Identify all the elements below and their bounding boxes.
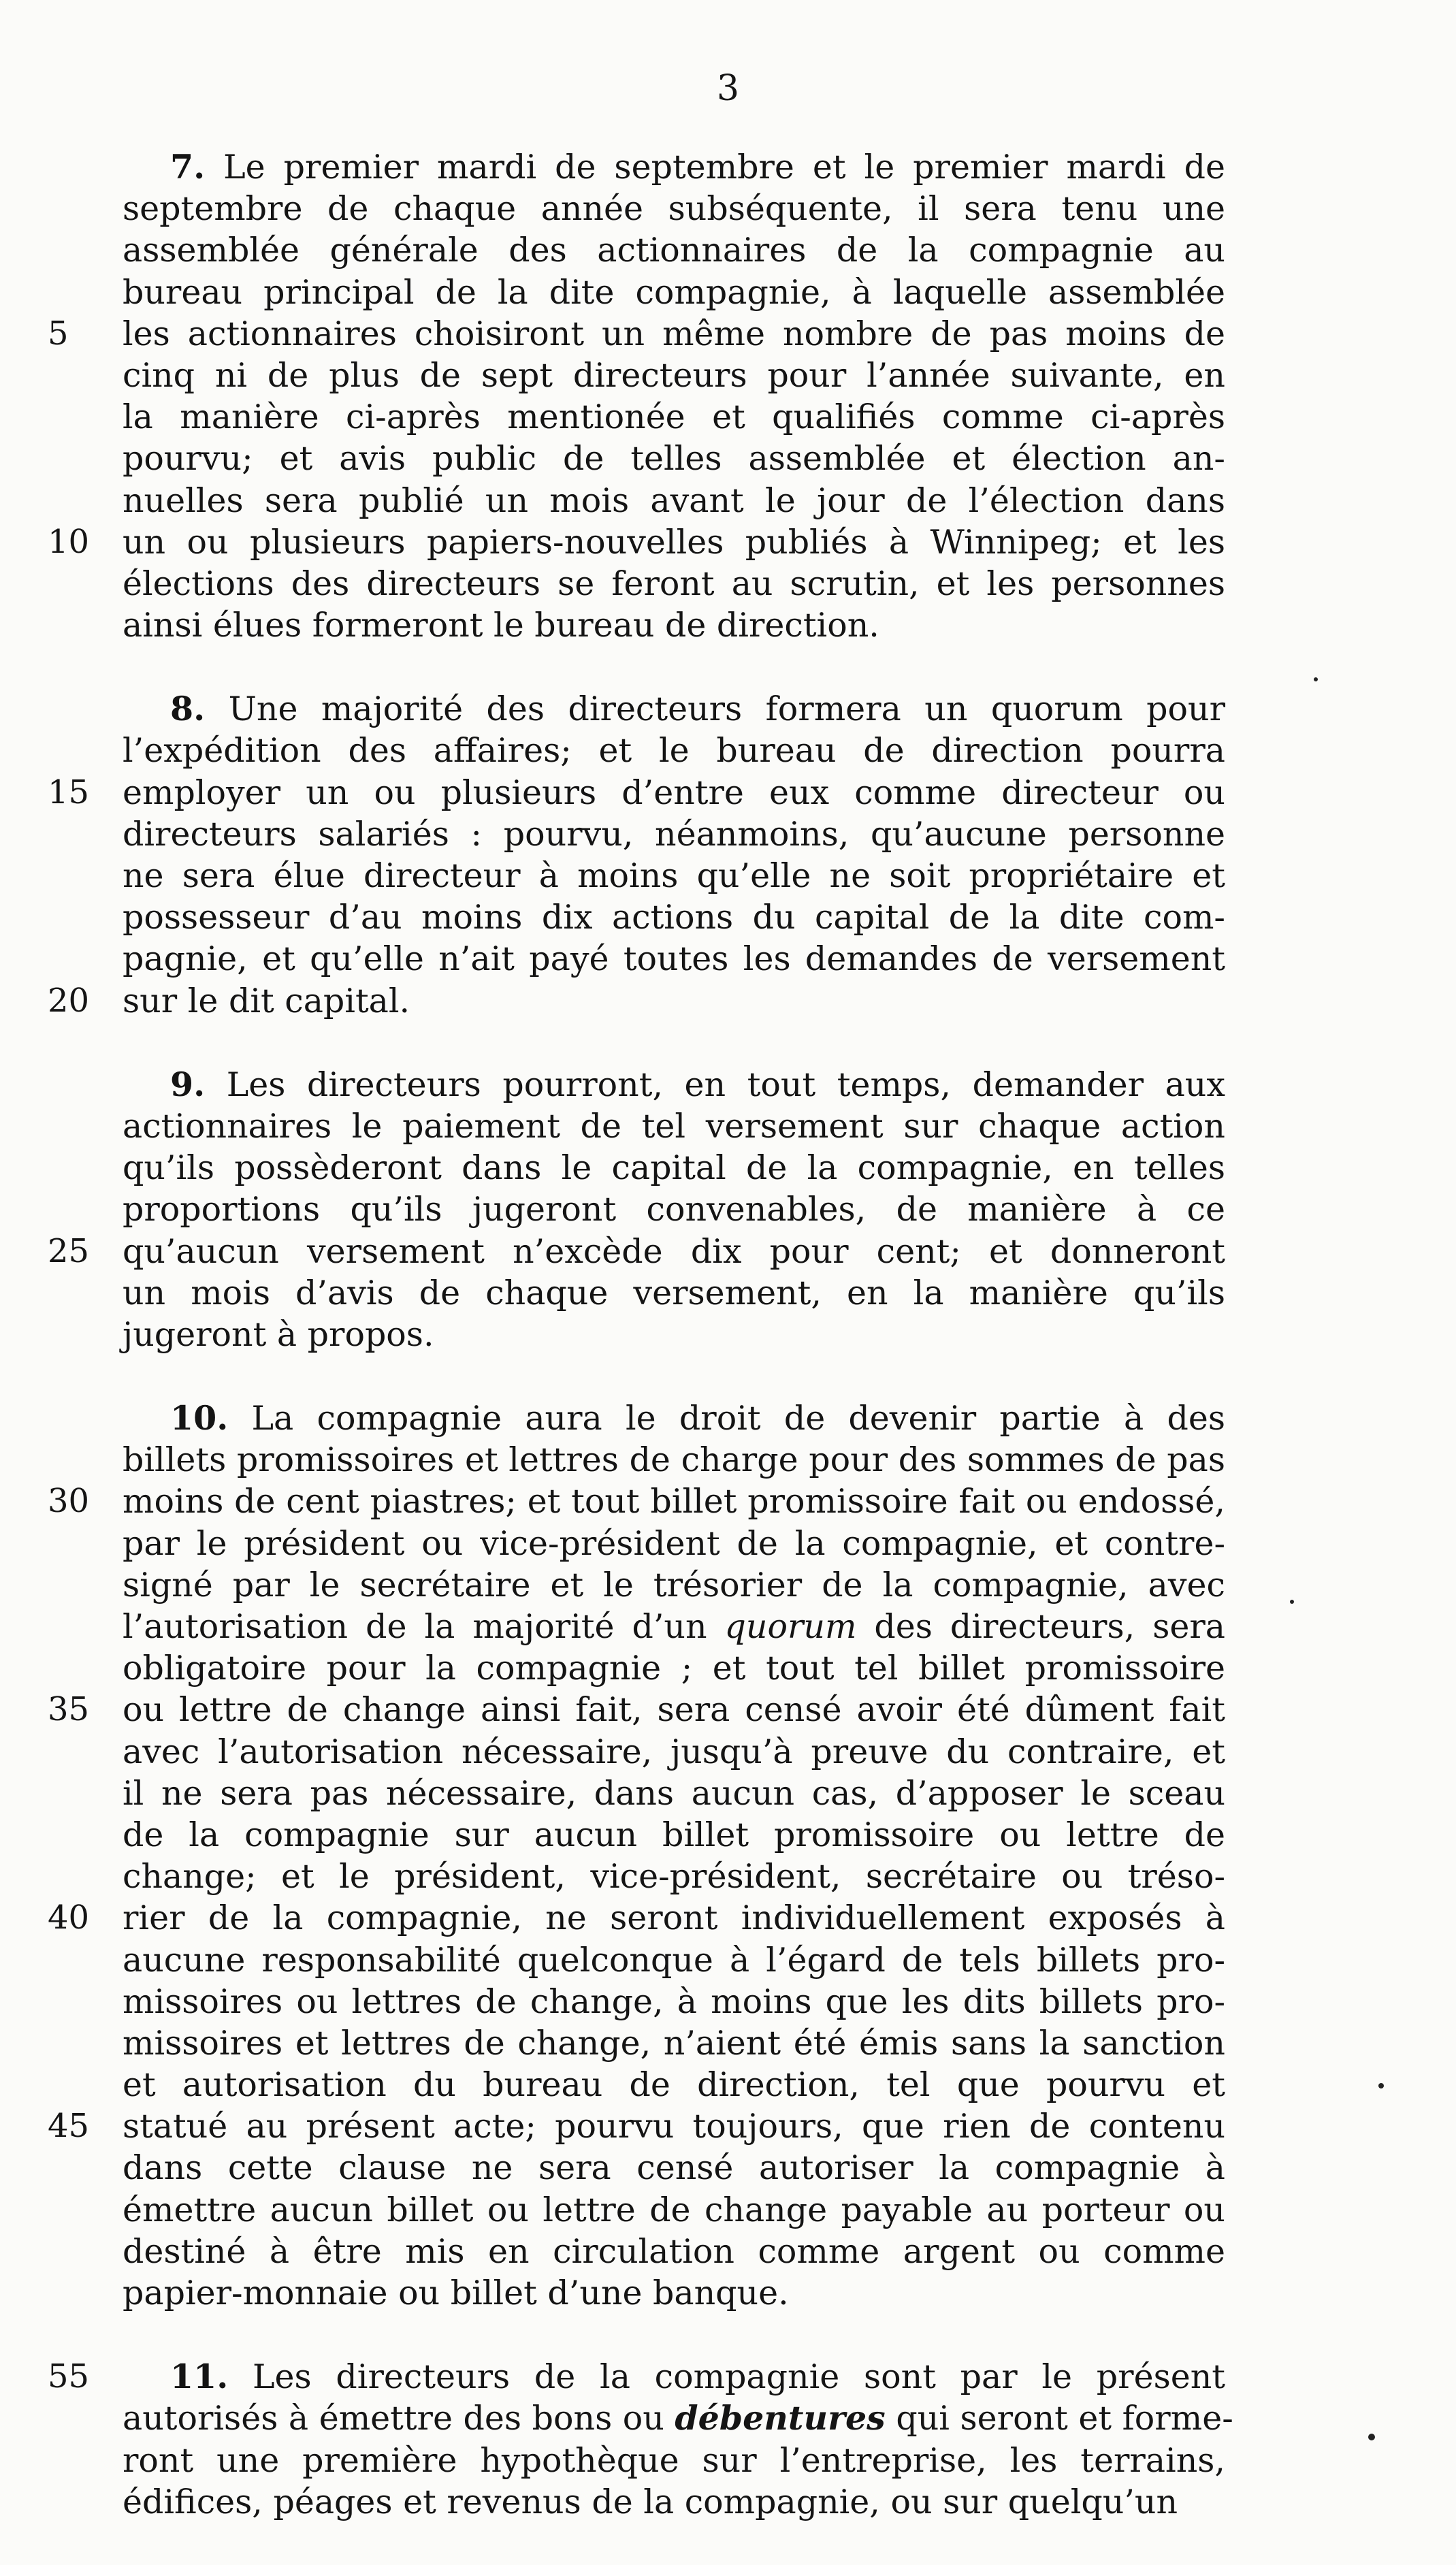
line-text: élections des directeurs se feront au scrutin, et les personnes bbox=[123, 564, 1225, 603]
line-text: nuelles sera publié un mois avant le jour de l’élection dans bbox=[123, 481, 1225, 520]
line-text: l’autorisation de la majorité d’un bbox=[123, 1607, 725, 1646]
text-line bbox=[123, 2064, 1225, 2106]
line-text: avec l’autorisation nécessaire, jusqu’à preuve du contraire, et bbox=[123, 1732, 1225, 1771]
line-text: ront une première hypothèque sur l’entreprise, les terrains, bbox=[123, 2440, 1225, 2480]
line-text: un ou plusieurs papiers-nouvelles publiés à Winnipeg; et les bbox=[123, 522, 1225, 562]
line-text: ne sera élue directeur à moins qu’elle ne soit propriétaire et bbox=[123, 856, 1225, 895]
line-text: par le président ou vice-président de la compagnie, et contre- bbox=[123, 1523, 1225, 1563]
text-line bbox=[48, 772, 1225, 813]
line-text: qui seront et forme- bbox=[885, 2399, 1233, 2438]
section-s7 bbox=[48, 146, 1225, 646]
line-text: La compagnie aura le droit de devenir partie à des bbox=[228, 1399, 1225, 1438]
line-text: et autorisation du bureau de direction, tel que pourvu et bbox=[123, 2065, 1225, 2105]
text-line bbox=[123, 1439, 1225, 1481]
text-line bbox=[48, 313, 1225, 355]
text-line bbox=[48, 2106, 1225, 2147]
text-line bbox=[48, 1231, 1225, 1272]
text-line bbox=[123, 1106, 1225, 1147]
text-line bbox=[123, 1523, 1225, 1564]
margin-line-number: 5 bbox=[48, 314, 69, 353]
text-line bbox=[123, 1981, 1225, 2022]
line-text: missoires et lettres de change, n’aient été émis sans la sanction bbox=[123, 2023, 1225, 2063]
line-text: missoires ou lettres de change, à moins que les dits billets pro- bbox=[123, 1982, 1225, 2021]
line-text: jugeront à propos. bbox=[123, 1314, 434, 1354]
line-text: Les directeurs pourront, en tout temps, demander aux bbox=[205, 1065, 1225, 1104]
text-line bbox=[123, 1147, 1225, 1189]
margin-line-number: 15 bbox=[48, 773, 90, 811]
text-line bbox=[123, 1272, 1225, 1314]
line-text: l’expédition des affaires; et le bureau de direction pourra bbox=[123, 731, 1225, 771]
section-number: 7. bbox=[170, 147, 206, 187]
text-line bbox=[123, 1939, 1225, 1981]
margin-line-number: 25 bbox=[48, 1231, 90, 1270]
section-s10 bbox=[48, 1398, 1225, 2314]
margin-line-number: 35 bbox=[48, 1690, 90, 1729]
line-text: la manière ci-après mentionée et qualifiés comme ci-après bbox=[123, 398, 1225, 437]
text-line bbox=[123, 1606, 1225, 1647]
text-line bbox=[123, 1398, 1225, 1439]
line-text: papier-monnaie ou billet d’une banque. bbox=[123, 2274, 789, 2312]
line-text: employer un ou plusieurs d’entre eux comme directeur ou bbox=[123, 773, 1225, 812]
line-text: directeurs salariés : pourvu, néanmoins, qu’aucune personne bbox=[123, 814, 1225, 854]
line-text: proportions qu’ils jugeront convenables, de manière à ce bbox=[123, 1190, 1225, 1229]
line-text: signé par le secrétaire et le trésorier de la compagnie, avec bbox=[123, 1565, 1225, 1604]
scan-speck bbox=[1368, 2434, 1375, 2440]
text-line bbox=[123, 563, 1225, 604]
line-text: dans cette clause ne sera censé autoriser la compagnie à bbox=[123, 2148, 1225, 2188]
text-line bbox=[48, 2356, 1225, 2398]
line-text: billets promissoires et lettres de charge pour des sommes de pas bbox=[123, 1440, 1225, 1480]
text-line bbox=[123, 1731, 1225, 1773]
line-text: sur le dit capital. bbox=[123, 981, 410, 1020]
text-line bbox=[123, 2231, 1225, 2272]
line-text: ou lettre de change ainsi fait, sera censé avoir été dûment fait bbox=[123, 1690, 1225, 1730]
margin-line-number: 30 bbox=[48, 1482, 90, 1521]
text-line bbox=[123, 1064, 1225, 1106]
text-line bbox=[123, 2147, 1225, 2189]
text-line bbox=[123, 2481, 1225, 2523]
italic-term: quorum bbox=[724, 1607, 857, 1646]
section-number: 9. bbox=[170, 1064, 206, 1104]
margin-line-number: 40 bbox=[48, 1899, 90, 1937]
text-line bbox=[123, 2272, 1225, 2314]
scan-speck bbox=[1290, 1600, 1294, 1604]
line-text: pagnie, et qu’elle n’ait payé toutes les demandes de versement bbox=[123, 939, 1225, 979]
line-text: Les directeurs de la compagnie sont par le présent bbox=[228, 2357, 1225, 2397]
line-text: un mois d’avis de chaque versement, en la manière qu’ils bbox=[123, 1273, 1225, 1312]
text-line bbox=[123, 938, 1225, 980]
section-number: 11. bbox=[170, 2357, 229, 2397]
line-text: change; et le président, vice-président, secrétaire ou tréso- bbox=[123, 1857, 1225, 1897]
italic-term: débentures bbox=[675, 2398, 886, 2438]
line-text: cinq ni de plus de sept directeurs pour l’année suivante, en bbox=[123, 355, 1225, 395]
line-text: édifices, péages et revenus de la compagnie, ou sur quelqu’un bbox=[123, 2482, 1178, 2521]
line-text: pourvu; et avis public de telles assemblée et élection an- bbox=[123, 439, 1225, 479]
text-line bbox=[123, 897, 1225, 938]
line-text: actionnaires le paiement de tel versement sur chaque action bbox=[123, 1106, 1225, 1146]
section-s11 bbox=[48, 2356, 1233, 2523]
line-text: les actionnaires choisiront un même nombre de pas moins de bbox=[123, 314, 1225, 353]
text-line bbox=[123, 2189, 1225, 2231]
text-line bbox=[48, 1689, 1225, 1730]
text-line bbox=[123, 855, 1225, 897]
text-line bbox=[123, 1564, 1225, 1606]
section-s8 bbox=[48, 688, 1225, 1022]
text-line bbox=[48, 980, 1225, 1022]
text-line bbox=[123, 1773, 1225, 1814]
line-text: obligatoire pour la compagnie ; et tout tel billet promissoire bbox=[123, 1649, 1225, 1688]
section-number: 10. bbox=[170, 1398, 229, 1438]
line-text: émettre aucun billet ou lettre de change payable au porteur ou bbox=[123, 2190, 1225, 2229]
text-line bbox=[123, 355, 1225, 396]
text-line bbox=[123, 146, 1225, 188]
text-line bbox=[123, 229, 1225, 271]
text-line bbox=[123, 188, 1225, 229]
line-text: de la compagnie sur aucun billet promissoire ou lettre de bbox=[123, 1815, 1225, 1854]
text-line bbox=[123, 2022, 1225, 2064]
text-line bbox=[48, 521, 1225, 563]
section-s9 bbox=[48, 1064, 1225, 1355]
line-text: Une majorité des directeurs formera un quorum pour bbox=[205, 690, 1225, 729]
line-text: destiné à être mis en circulation comme argent ou comme bbox=[123, 2231, 1225, 2271]
text-line bbox=[123, 604, 1225, 646]
text-line bbox=[123, 688, 1225, 730]
line-text: aucune responsabilité quelconque à l’égard de tels billets pro- bbox=[123, 1940, 1225, 1980]
margin-line-number: 45 bbox=[48, 2107, 90, 2146]
body-text bbox=[48, 146, 1233, 2565]
text-line bbox=[123, 2440, 1225, 2481]
line-text: il ne sera pas nécessaire, dans aucun cas, d’apposer le sceau bbox=[123, 1773, 1225, 1813]
text-line bbox=[123, 272, 1225, 313]
line-text: septembre de chaque année subséquente, il sera tenu une bbox=[123, 189, 1225, 229]
text-line bbox=[123, 1647, 1225, 1689]
text-line bbox=[123, 730, 1225, 771]
text-line bbox=[123, 813, 1225, 855]
section-number: 8. bbox=[170, 689, 206, 729]
text-line bbox=[123, 1189, 1225, 1230]
scan-speck bbox=[1314, 677, 1318, 681]
text-line bbox=[48, 1897, 1225, 1939]
text-line bbox=[123, 438, 1225, 479]
line-text: des directeurs, sera bbox=[856, 1607, 1225, 1646]
line-text: statué au présent acte; pourvu toujours, que rien de contenu bbox=[123, 2107, 1225, 2146]
margin-line-number: 10 bbox=[48, 522, 90, 561]
text-line bbox=[123, 396, 1225, 438]
scan-speck bbox=[1378, 2083, 1384, 2088]
line-text: ainsi élues formeront le bureau de direction. bbox=[123, 606, 879, 645]
text-line bbox=[48, 1481, 1225, 1522]
margin-line-number: 55 bbox=[48, 2357, 90, 2396]
text-line bbox=[123, 1314, 1225, 1355]
line-text: rier de la compagnie, ne seront individuellement exposés à bbox=[123, 1899, 1225, 1938]
line-text: qu’aucun versement n’excède dix pour cent; et donneront bbox=[123, 1231, 1225, 1271]
text-line bbox=[123, 1814, 1225, 1856]
line-text: Le premier mardi de septembre et le premier mardi de bbox=[205, 148, 1225, 187]
page-number: 3 bbox=[716, 68, 740, 109]
line-text: moins de cent piastres; et tout billet promissoire fait ou endossé, bbox=[123, 1482, 1225, 1521]
text-line bbox=[123, 2398, 1233, 2439]
text-line bbox=[123, 480, 1225, 521]
line-text: qu’ils possèderont dans le capital de la compagnie, en telles bbox=[123, 1148, 1225, 1188]
margin-line-number: 20 bbox=[48, 981, 90, 1020]
line-text: assemblée générale des actionnaires de la compagnie au bbox=[123, 231, 1225, 270]
line-text: possesseur d’au moins dix actions du capital de la dite com- bbox=[123, 898, 1225, 937]
text-line bbox=[123, 1856, 1225, 1897]
line-text: bureau principal de la dite compagnie, à laquelle assemblée bbox=[123, 272, 1225, 312]
line-text: autorisés à émettre des bons ou bbox=[123, 2399, 675, 2438]
